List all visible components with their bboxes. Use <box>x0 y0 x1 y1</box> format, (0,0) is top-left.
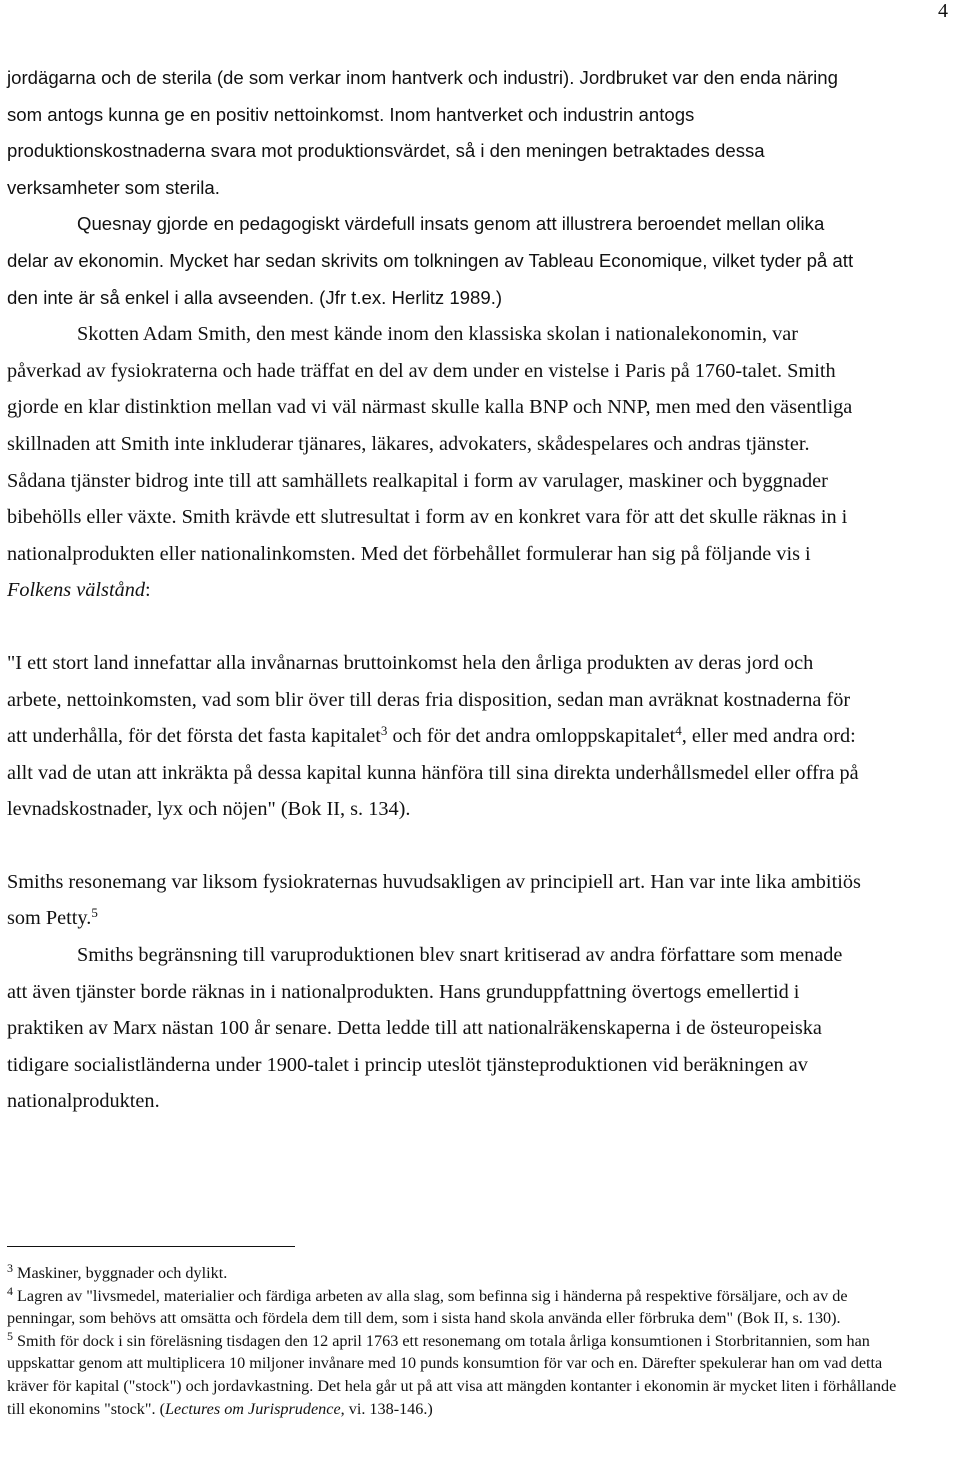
footnote-4 <box>7 1285 907 1330</box>
paragraph-smith-reasoning <box>7 864 867 937</box>
lecture-title: Lectures om Jurisprudence <box>165 1399 341 1418</box>
footnote-ref-5: 5 <box>91 905 98 921</box>
block-quote <box>7 645 867 828</box>
quote-part-b: och för det andra omloppskapitalet <box>387 725 676 748</box>
book-title: Folkens välstånd <box>7 579 145 602</box>
footnote-ref-4: 4 <box>675 723 682 739</box>
paragraph-text: Smiths resonemang var liksom fysiokraternas huvudsakligen av principiell art. Han var inte lika ambitiös som Petty. <box>7 870 861 930</box>
footnotes <box>7 1262 907 1420</box>
quote-part-c: , eller med andra ord: allt vad de utan att inkräkta på dessa kapital kunna hänföra till sina direkta underhållsmedel eller offra på levnadskostnader, lyx och nöjen" (Bok II, s. 134). <box>7 725 859 821</box>
footnote-ref-3: 3 <box>380 723 388 739</box>
paragraph-end: : <box>145 579 151 602</box>
footnote-text: Smith för dock i sin föreläsning tisdagen den 12 april 1763 ett resonemang om totala årliga konsumtionen i Storbritannien, som han uppskattar genom att multiplicera 10 miljoner invånare med 10 punds konsumtion för var och en. Därefter spekulerar han om vad detta kräver för kapital ("stock") och jordavkastning. Det hela går ut på att visa att mängden kontanter i ekonomin är mycket liten i förhållande till ekonomins "stock". ( <box>7 1331 897 1418</box>
footnote-number: 5 <box>7 1328 13 1343</box>
footnote-text: Lagren av "livsmedel, materialier och färdiga arbeten av alla slag, som befinna sig i händerna på respektive försäljare, och av de penningar, som behövs att omsätta och fördela dem till dem, som i sista hand skola använda eller förbruka dem" (Bok II, s. 130). <box>7 1286 848 1328</box>
footnote-3 <box>7 1262 907 1285</box>
footnote-text: Maskiner, byggnader och dylikt. <box>13 1264 228 1282</box>
footnote-number: 4 <box>7 1283 13 1298</box>
paragraph-adam-smith <box>7 316 867 609</box>
body-text <box>7 60 867 1120</box>
paragraph-text: Skotten Adam Smith, den mest kände inom den klassiska skolan i nationalekonomin, var påverkad av fysiokraterna och hade träffat en del av dem under en vistelse i Paris på 1760-talet. Smith gjorde en klar distinktion mellan vad vi väl närmast skulle kalla BNP och NNP, men med den väsentliga skillnaden att Smith inte inkluderar tjänares, läkares, advokaters, skådespelares och andras tjänster. Sådana tjänster bidrog inte till att samhällets realkapital i form av varulager, maskiner och byggnader bibehölls eller växte. Smith krävde ett slutresultat i form av en konkret vara för att det skulle räknas in i nationalprodukten eller nationalinkomsten. Med det förbehållet formulerar han sig på följande vis i <box>7 323 853 565</box>
footnote-divider <box>7 1246 295 1247</box>
footnote-5 <box>7 1330 907 1420</box>
footnote-number: 3 <box>7 1261 13 1275</box>
paragraph-quesnay: Quesnay gjorde en pedagogiskt värdefull insats genom att illustrera beroendet mellan olika delar av ekonomin. Mycket har sedan skrivits om tolkningen av Tableau Economique, vilket tyder på att den inte är så enkel i alla avseenden. (Jfr t.ex. Herlitz 1989.) <box>7 213 854 308</box>
paragraph-physiocrats: jordägarna och de sterila (de som verkar inom hantverk och industri). Jordbruket var den enda näring som antogs kunna ge en positiv nettoinkomst. Inom hantverket och industrin antogs produktionskostnaderna svara mot produktionsvärdet, så i den meningen betraktades dessa verksamheter som sterila. <box>7 67 838 198</box>
quote-part-a: "I ett stort land innefattar alla invånarnas bruttoinkomst hela den årliga produkten av deras jord och arbete, nettoinkomsten, vad som blir över till deras fria disposition, sedan man avräknat kostnaderna för att underhålla, för det första det fasta kapitalet <box>7 651 851 748</box>
footnote-end: , vi. 138-146.) <box>340 1399 433 1418</box>
page-number: 4 <box>938 0 948 22</box>
paragraph-smith-limitation: Smiths begränsning till varuproduktionen blev snart kritiserad av andra författare som menade att även tjänster borde räknas in i nationalprodukten. Hans grunduppfattning övertogs emellertid i praktiken av Marx nästan 100 år senare. Detta ledde till att nationalräkenskaperna i de östeuropeiska tidigare socialistländerna under 1900-talet i princip uteslöt tjänsteproduktionen vid beräkningen av nationalprodukten. <box>7 944 843 1113</box>
